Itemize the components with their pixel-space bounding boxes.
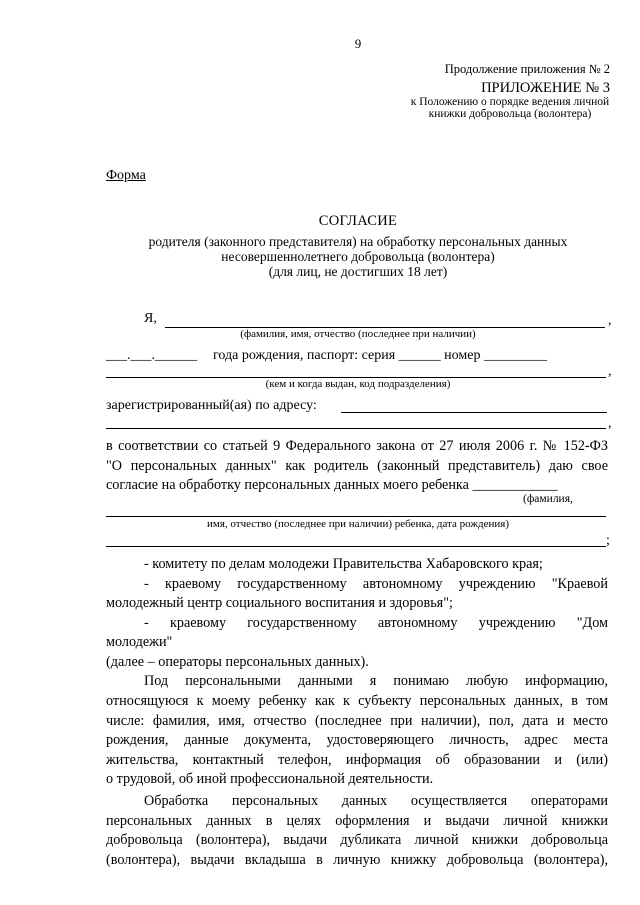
processing-line-2: персональных данных в целях оформления и выдачи личной книжки [106,813,608,829]
birth-passport-text: года рождения, паспорт: серия ______ номер _________ [213,348,547,363]
pd-line-3: числе: фамилия, имя, отчество (последнее при наличии), пол, дата и место [106,713,608,729]
pd-line-1: Под персональными данными я понимаю любую информацию, [144,673,608,689]
child-caption-2: имя, отчество (последнее при наличии) ребенка, дата рождения) [207,518,509,530]
address-comma: , [608,416,612,431]
address-line-1 [341,412,607,413]
fio-comma: , [608,313,612,328]
pd-line-6: о трудовой, об иной профессиональной деятельности. [106,771,434,787]
address-line-2 [106,428,606,429]
form-label: Форма [106,168,146,183]
child-semicolon: ; [606,533,610,548]
operator-2-line-2: молодежный центр социального воспитания и здоровья"; [106,595,453,611]
law-line-3: согласие на обработку персональных данных моего ребенка ____________ [106,477,558,493]
pd-line-4: рождения, данные документа, удостоверяющего личность, адрес места [106,732,608,748]
operator-1: - комитету по делам молодежи Правительства Хабаровского края; [144,556,543,572]
subtitle-line-3: (для лиц, не достигших 18 лет) [268,264,448,279]
issued-caption: (кем и когда выдан, код подразделения) [265,378,451,390]
operators-note: (далее – операторы персональных данных). [106,654,369,670]
operator-3-line-1: - краевому государственному автономному учреждению "Дом [144,615,608,631]
child-birth-line [106,546,606,547]
processing-line-4: (волонтера), выдачи вкладыша в личную книжку добровольца (волонтера), [106,852,608,868]
pd-line-5: жительства, контактный телефон, информация об образовании и (или) [106,752,608,768]
fio-caption: (фамилия, имя, отчество (последнее при наличии) [240,328,476,340]
i-label: Я, [144,311,157,326]
registered-label: зарегистрированный(ая) по адресу: [106,398,317,413]
child-caption-1: (фамилия, [523,493,573,505]
issued-comma: , [608,364,612,379]
law-line-1: в соответствии со статьей 9 Федерального закона от 27 июля 2006 г. № 152-ФЗ [106,438,608,454]
appendix-title: ПРИЛОЖЕНИЕ № 3 [481,80,610,96]
law-line-2: "О персональных данных" как родитель (законный представитель) даю свое [106,458,608,474]
operator-2-line-1: - краевому государственному автономному учреждению "Краевой [144,576,608,592]
processing-line-1: Обработка персональных данных осуществляется операторами [144,793,608,809]
subtitle-line-2: несовершеннолетнего добровольца (волонтера) [221,249,495,264]
appendix-subtitle: к Положению о порядке ведения личной книжки добровольца (волонтера) [410,96,610,120]
pd-line-2: относящуюся к моему ребенку как к субъекту персональных данных, в том [106,693,608,709]
birth-date-blank: ___.___.______ [106,348,197,363]
page-number: 9 [354,36,362,51]
operator-3-line-2: молодежи" [106,634,173,650]
child-name-line [106,516,606,517]
document-title: СОГЛАСИЕ [318,213,398,229]
processing-line-3: добровольца (волонтера), выдачи дубликата личной книжки добровольца [106,832,608,848]
subtitle-line-1: родителя (законного представителя) на обработку персональных данных [148,234,568,249]
continuation-note: Продолжение приложения № 2 [444,62,610,76]
